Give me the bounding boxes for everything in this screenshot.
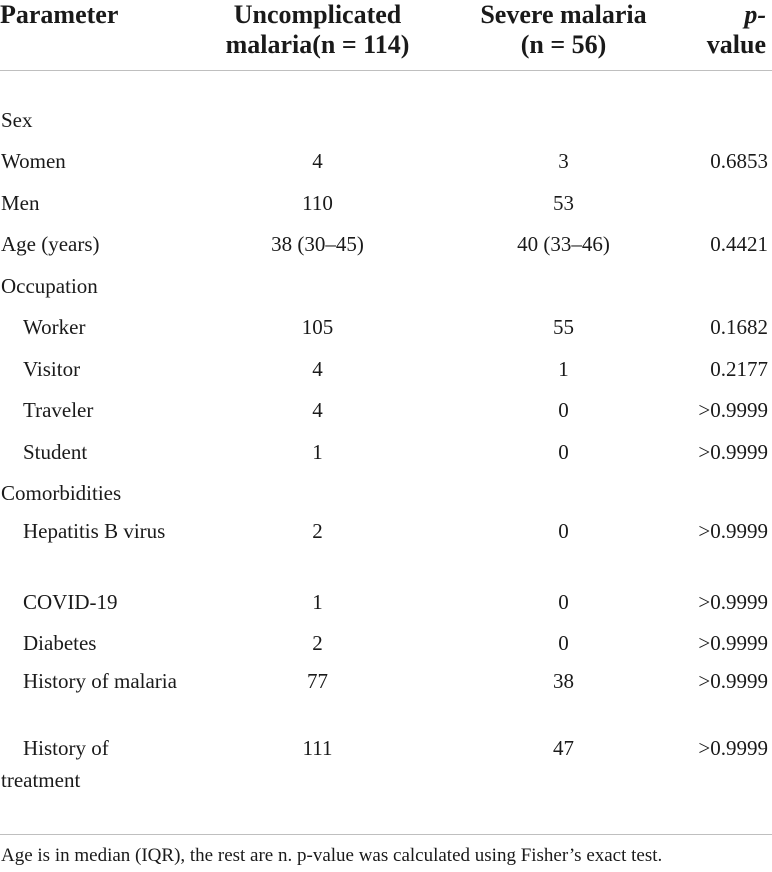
cell-severe: 0 <box>558 519 569 543</box>
spacer-row <box>0 71 772 100</box>
cell-p-value: >0.9999 <box>698 439 768 464</box>
row-label-hepatitis-b: Hepatitis B virus <box>23 519 166 543</box>
table-row <box>0 141 772 183</box>
header-p-value <box>682 0 772 71</box>
table-row <box>0 265 772 307</box>
row-label-occupation: Occupation <box>1 273 98 298</box>
cell-severe <box>445 265 682 307</box>
header-p-line2: value <box>706 30 766 59</box>
table-header <box>0 0 772 71</box>
cell-severe: 0 <box>558 631 569 656</box>
table-footnote: Age is in median (IQR), the rest are n. p-value was calculated using Fisher’s exact test. <box>1 845 663 866</box>
cell-p-value: >0.9999 <box>698 631 768 656</box>
cell-uncomplicated: 1 <box>312 439 323 464</box>
table-row <box>0 307 772 349</box>
table-row <box>0 99 772 141</box>
cell-p-value <box>682 473 772 515</box>
row-label-visitor: Visitor <box>23 356 81 381</box>
cell-p-value: >0.9999 <box>698 589 768 614</box>
row-label-men: Men <box>1 190 40 215</box>
header-uncomplicated-line2: malaria(n = 114) <box>225 30 410 59</box>
cell-uncomplicated: 105 <box>301 315 334 340</box>
cell-severe: 3 <box>558 149 569 174</box>
table-body <box>0 71 772 807</box>
cell-severe: 47 <box>553 736 574 760</box>
cell-uncomplicated: 4 <box>312 356 323 381</box>
cell-uncomplicated: 1 <box>312 589 323 614</box>
cell-uncomplicated: 111 <box>302 736 333 760</box>
table-row <box>0 623 772 665</box>
table-row <box>0 431 772 473</box>
row-label-student: Student <box>23 439 88 464</box>
row-label-comorbidities: Comorbidities <box>1 481 122 506</box>
table-row <box>0 348 772 390</box>
cell-severe <box>445 99 682 141</box>
footer-divider <box>0 834 772 835</box>
row-label-diabetes: Diabetes <box>23 631 97 656</box>
table-row <box>0 390 772 432</box>
header-row <box>0 0 772 71</box>
row-label-traveler: Traveler <box>23 398 94 423</box>
cell-uncomplicated <box>190 99 445 141</box>
row-label-sex: Sex <box>1 107 33 132</box>
cell-uncomplicated: 2 <box>312 519 323 543</box>
table-row <box>0 664 772 731</box>
cell-p-value: 0.2177 <box>710 356 768 381</box>
row-label-women: Women <box>1 149 66 174</box>
cell-p-value: 0.1682 <box>710 315 768 340</box>
table-row <box>0 473 772 515</box>
cell-p-value <box>682 99 772 141</box>
cell-uncomplicated: 2 <box>312 631 323 656</box>
cell-p-value: >0.9999 <box>698 669 768 693</box>
cell-p-value: 0.4421 <box>710 232 768 257</box>
cell-p-value: >0.9999 <box>698 736 768 760</box>
row-label-history-treatment: History of treatment <box>1 736 109 792</box>
cell-p-value: >0.9999 <box>698 398 768 423</box>
cell-p-value: 0.6853 <box>710 149 768 174</box>
cell-p-value: >0.9999 <box>698 519 768 543</box>
cell-severe: 40 (33–46) <box>517 232 610 257</box>
cell-uncomplicated: 77 <box>307 669 328 693</box>
header-parameter-text: Parameter <box>0 0 119 29</box>
table-row <box>0 581 772 623</box>
header-uncomplicated-line1: Uncomplicated <box>233 0 402 29</box>
row-label-worker: Worker <box>23 315 86 340</box>
table-row <box>0 224 772 266</box>
cell-uncomplicated <box>190 473 445 515</box>
table-row <box>0 731 772 806</box>
header-severe-line2: (n = 56) <box>520 30 607 59</box>
table-row <box>0 514 772 581</box>
cell-severe: 38 <box>553 669 574 693</box>
table-row <box>0 182 772 224</box>
header-parameter <box>0 0 190 71</box>
cell-severe: 1 <box>558 356 569 381</box>
cell-uncomplicated: 110 <box>302 190 333 215</box>
cell-severe: 0 <box>558 398 569 423</box>
cell-severe: 0 <box>558 439 569 464</box>
cell-severe: 53 <box>553 190 574 215</box>
cell-uncomplicated: 38 (30–45) <box>271 232 364 257</box>
header-uncomplicated <box>190 0 445 71</box>
header-p-line1: p- <box>744 0 766 29</box>
header-severe-line1: Severe malaria <box>480 0 647 29</box>
header-severe <box>445 0 682 71</box>
cell-uncomplicated: 4 <box>312 398 323 423</box>
cell-uncomplicated: 4 <box>312 149 323 174</box>
cell-severe: 0 <box>558 589 569 614</box>
cell-severe: 55 <box>553 315 574 340</box>
row-label-age: Age (years) <box>1 232 100 257</box>
cell-p-value <box>682 182 772 224</box>
cell-p-value <box>682 265 772 307</box>
row-label-history-malaria: History of malaria <box>23 669 177 693</box>
row-label-covid: COVID-19 <box>23 589 118 614</box>
cell-severe <box>445 473 682 515</box>
cell-uncomplicated <box>190 265 445 307</box>
